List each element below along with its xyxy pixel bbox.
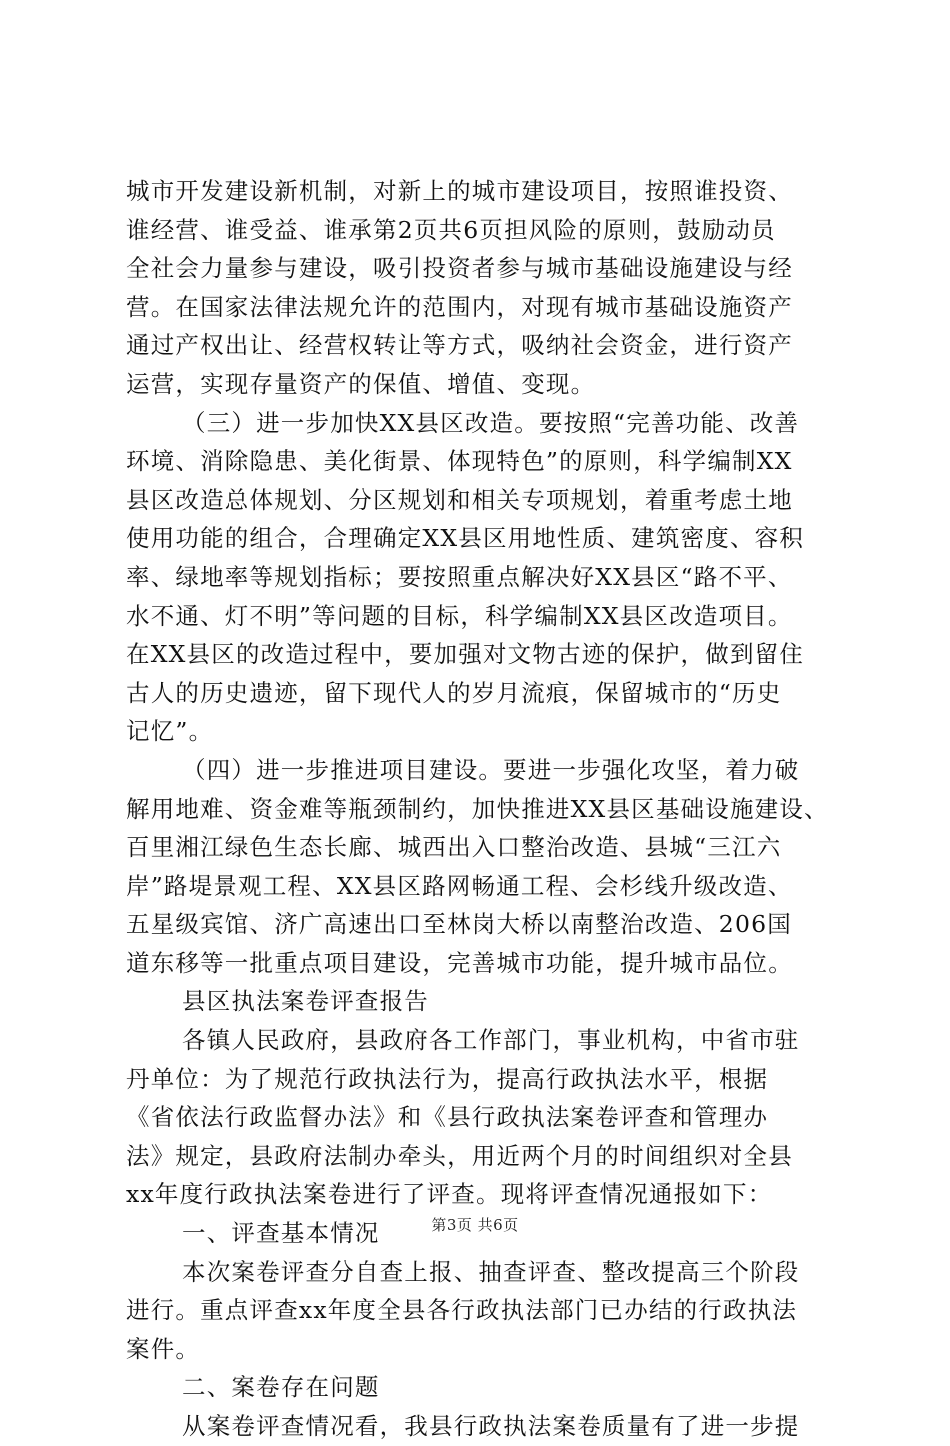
text-line: 谁经营、谁受益、谁承第2页共6页担风险的原则，鼓励动员 <box>126 215 776 244</box>
section-heading-line: （四）进一步推进项目建设。要进一步强化攻坚，着力破 <box>182 755 800 784</box>
text-line: 古人的历史遗迹，留下现代人的岁月流痕，保留城市的“历史 <box>126 678 782 707</box>
text-line: 率、绿地率等规划指标；要按照重点解决好XX县区“路不平、 <box>126 562 793 591</box>
text-line: 道东移等一批重点项目建设，完善城市功能，提升城市品位。 <box>126 948 793 977</box>
text-line: 县区改造总体规划、分区规划和相关专项规划，着重考虑土地 <box>126 485 793 514</box>
text-line: xx年度行政执法案卷进行了评查。现将评查情况通报如下： <box>126 1180 773 1209</box>
text-line: 记忆”。 <box>126 717 214 746</box>
section-heading-line: （三）进一步加快XX县区改造。要按照“完善功能、改善 <box>182 408 800 437</box>
text-line: 解用地难、资金难等瓶颈制约，加快推进XX县区基础设施建设、 <box>126 794 829 823</box>
text-line: 城市开发建设新机制，对新上的城市建设项目，按照谁投资、 <box>126 177 793 205</box>
text-line: 在XX县区的改造过程中，要加强对文物古迹的保护，做到留住 <box>126 640 805 669</box>
text-line: 《省依法行政监督办法》和《县行政执法案卷评查和管理办 <box>126 1103 769 1132</box>
text-line: 丹单位：为了规范行政执法行为，提高行政执法水平，根据 <box>126 1064 769 1093</box>
section-heading-line: 二、案卷存在问题 <box>182 1373 380 1402</box>
text-line: 百里湘江绿色生态长廊、城西出入口整治改造、县城“三江六 <box>126 833 782 862</box>
text-line: 进行。重点评查xx年度全县各行政执法部门已办结的行政执法 <box>126 1296 798 1325</box>
text-line: 环境、消除隐患、美化街景、体现特色”的原则，科学编制XX <box>126 447 793 476</box>
page-number-label: 第3页 共6页 <box>431 1216 519 1234</box>
text-line: 运营，实现存量资产的保值、增值、变现。 <box>126 369 596 398</box>
text-line: 案件。 <box>126 1334 201 1363</box>
text-line: 本次案卷评查分自查上报、抽查评查、整改提高三个阶段 <box>182 1257 800 1286</box>
text-line: 通过产权出让、经营权转让等方式，吸纳社会资金，进行资产 <box>126 331 793 360</box>
page-footer <box>0 1214 950 1235</box>
text-line: 使用功能的组合，合理确定XX县区用地性质、建筑密度、容积 <box>126 524 805 553</box>
report-title-line: 县区执法案卷评查报告 <box>182 987 429 1016</box>
text-line: 从案卷评查情况看，我县行政执法案卷质量有了进一步提 <box>182 1412 800 1440</box>
text-line: 法》规定，县政府法制办牵头，用近两个月的时间组织对全县 <box>126 1141 793 1170</box>
document-body <box>126 172 846 1446</box>
text-line: 岸”路堤景观工程、XX县区路网畅通工程、会杉线升级改造、 <box>126 871 793 900</box>
text-line: 全社会力量参与建设，吸引投资者参与城市基础设施建设与经 <box>126 254 793 283</box>
text-line: 各镇人民政府，县政府各工作部门，事业机构，中省市驻 <box>182 1026 800 1055</box>
section-heading-line: 一、评查基本情况 <box>182 1219 380 1248</box>
text-line: 五星级宾馆、济广高速出口至林岗大桥以南整治改造、206国 <box>126 910 792 939</box>
text-line: 水不通、灯不明”等问题的目标，科学编制XX县区改造项目。 <box>126 601 793 630</box>
text-line: 营。在国家法律法规允许的范围内，对现有城市基础设施资产 <box>126 292 793 321</box>
